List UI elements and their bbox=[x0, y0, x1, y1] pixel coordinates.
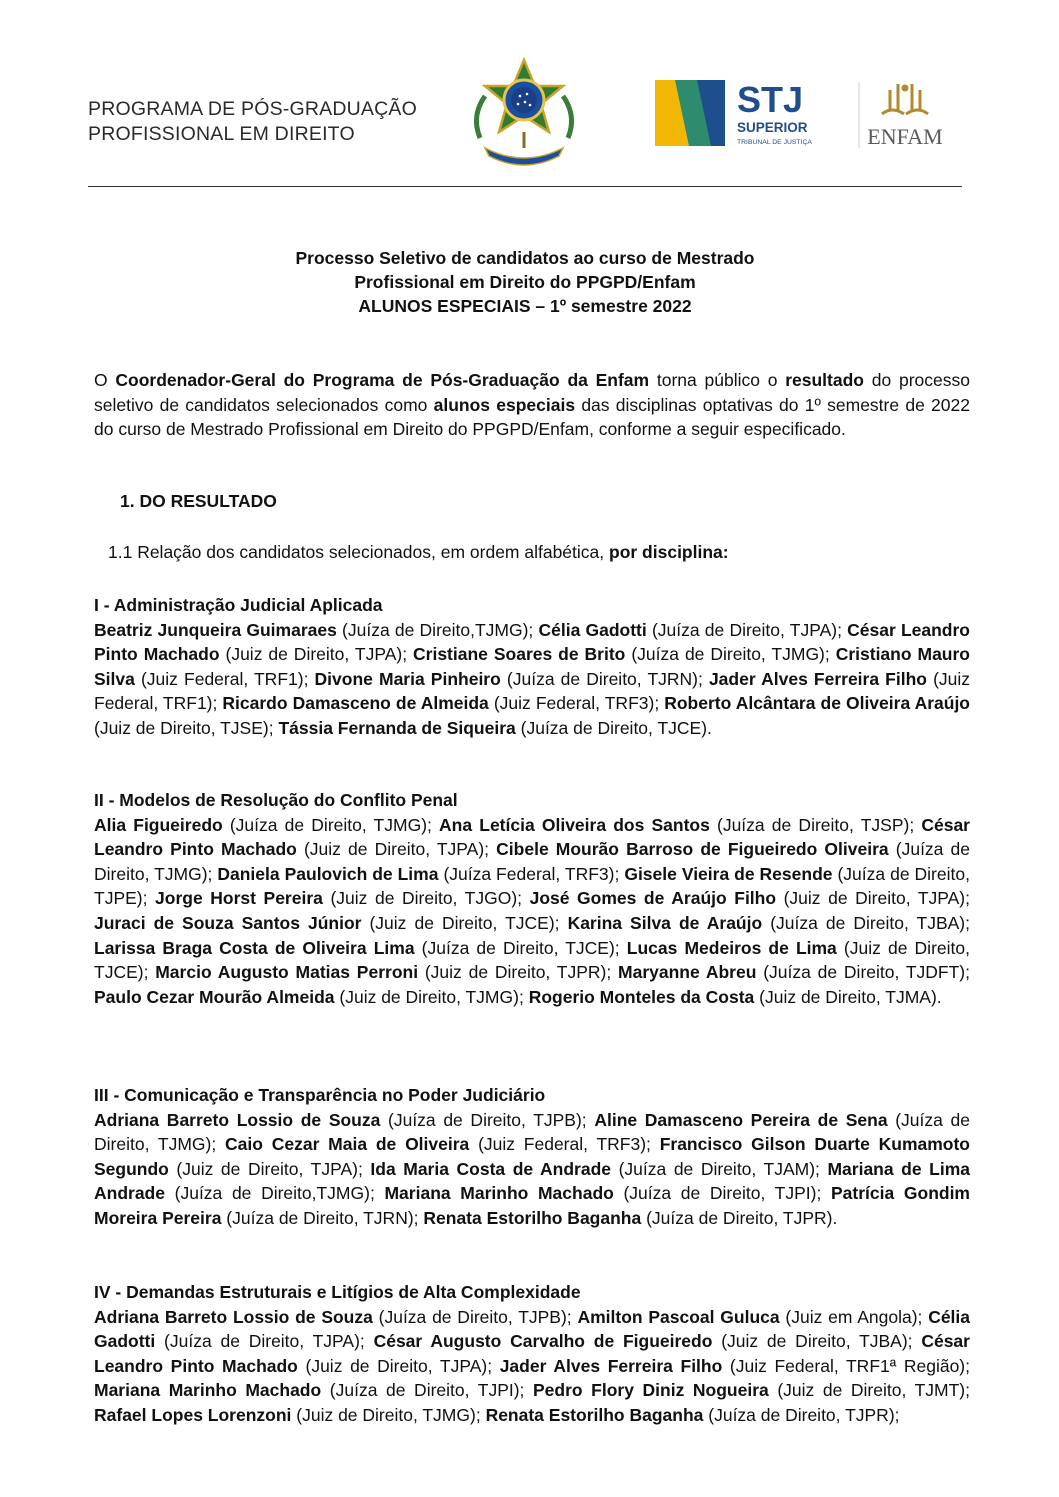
enfam-logo-text: ENFAM bbox=[867, 124, 943, 149]
candidate-court: (Juiz de Direito, TJPA); bbox=[776, 888, 970, 909]
candidate-name: Marcio Augusto Matias Perroni bbox=[155, 962, 419, 983]
candidate-name: Rafael Lopes Lorenzoni bbox=[94, 1404, 292, 1425]
candidate-name: Tássia Fernanda de Siqueira bbox=[278, 717, 516, 738]
candidate-court: (Juiz Federal, TRF3); bbox=[488, 693, 665, 714]
candidate-court: (Juiz de Direito, TJGO); bbox=[322, 888, 530, 909]
candidate-name: Mariana de Lima Andrade bbox=[94, 1158, 970, 1204]
candidate-court: (Juíza de Direito,TJMG); bbox=[336, 619, 539, 640]
candidate-name: Mariana Marinho Machado bbox=[94, 1380, 322, 1401]
stj-logo-sub2: TRIBUNAL DE JUSTIÇA bbox=[737, 139, 812, 146]
candidate-name: Adriana Barreto Lossio de Souza bbox=[94, 1109, 381, 1130]
discipline-block bbox=[94, 788, 970, 1009]
candidate-name: Célia Gadotti bbox=[538, 619, 647, 640]
program-name bbox=[88, 97, 417, 147]
intro-bold: resultado bbox=[785, 370, 864, 390]
candidate-name: Cibele Mourão Barroso de Figueiredo Oliveira bbox=[496, 839, 889, 860]
candidate-name: Adriana Barreto Lossio de Souza bbox=[94, 1306, 373, 1327]
candidate-name: Ana Letícia Oliveira dos Santos bbox=[439, 814, 710, 835]
candidate-court: (Juíza de Direito, TJBA); bbox=[762, 912, 970, 933]
candidate-court: (Juíza de Direito, TJPE); bbox=[94, 863, 970, 909]
title-line2: Profissional em Direito do PPGPD/Enfam bbox=[354, 272, 696, 292]
candidate-name: Maryanne Abreu bbox=[618, 962, 757, 983]
stj-logo-sub1: SUPERIOR bbox=[737, 120, 808, 135]
candidate-court: (Juíza de Direito,TJMG); bbox=[164, 1183, 385, 1204]
candidate-court: (Juíza de Direito, TJMG); bbox=[94, 1109, 970, 1155]
candidate-name: Juraci de Souza Santos Júnior bbox=[94, 912, 362, 933]
candidate-court: (Juiz em Angola); bbox=[779, 1306, 929, 1327]
candidate-court: (Juíza de Direito, TJPI); bbox=[613, 1183, 831, 1204]
candidate-name: Larissa Braga Costa de Oliveira Lima bbox=[94, 937, 415, 958]
candidate-court: (Juíza de Direito, TJPA); bbox=[155, 1331, 374, 1352]
candidate-court: (Juíza de Direito, TJMG); bbox=[94, 839, 970, 884]
discipline-block bbox=[94, 1083, 970, 1231]
candidate-court: (Juíza de Direito, TJCE). bbox=[515, 717, 712, 738]
intro-text: O bbox=[94, 370, 116, 390]
stj-logo bbox=[655, 78, 820, 148]
candidate-court: (Juiz de Direito, TJMG); bbox=[291, 1404, 486, 1425]
candidate-name: Jader Alves Ferreira Filho bbox=[499, 1355, 723, 1376]
candidate-name: Jader Alves Ferreira Filho bbox=[708, 668, 927, 689]
candidate-court: (Juíza de Direito, TJSP); bbox=[709, 814, 922, 835]
candidate-name: Lucas Medeiros de Lima bbox=[626, 937, 837, 958]
candidate-name: Karina Silva de Araújo bbox=[567, 912, 763, 933]
section-heading: 1. DO RESULTADO bbox=[120, 491, 277, 511]
candidate-name: Roberto Alcântara de Oliveira Araújo bbox=[664, 693, 970, 714]
candidate-name: Francisco Gilson Duarte Kumamoto Segundo bbox=[94, 1134, 970, 1179]
title-line1: Processo Seletivo de candidatos ao curso de Mestrado bbox=[295, 248, 755, 268]
candidate-name: Divone Maria Pinheiro bbox=[314, 668, 501, 689]
candidate-court: (Juiz de Direito, TJPR); bbox=[418, 962, 619, 983]
candidate-court: (Juiz Federal, TRF3); bbox=[469, 1134, 660, 1155]
intro-bold: Coordenador-Geral do Programa de Pós-Graduação da Enfam bbox=[115, 370, 650, 390]
candidate-court: (Juíza de Direito, TJCE); bbox=[414, 937, 627, 958]
candidate-court: (Juíza de Direito, TJRN); bbox=[221, 1207, 424, 1228]
candidate-name: José Gomes de Araújo Filho bbox=[529, 888, 777, 909]
candidate-court: (Juíza Federal, TRF3); bbox=[438, 863, 625, 884]
candidate-court: (Juiz de Direito, TJBA); bbox=[712, 1331, 922, 1352]
stj-logo-text: STJ bbox=[737, 79, 804, 120]
candidate-name: César Leandro Pinto Machado bbox=[94, 619, 970, 665]
candidate-court: (Juíza de Direito, TJMG); bbox=[625, 644, 836, 665]
candidate-court: (Juiz de Direito, TJCE); bbox=[94, 937, 970, 983]
brazil-coat-of-arms-icon bbox=[465, 56, 583, 172]
candidate-name: Célia Gadotti bbox=[94, 1306, 971, 1352]
discipline-heading: I - Administração Judicial Aplicada bbox=[94, 595, 383, 615]
intro-text: das disciplinas optativas do 1º semestre de 2022 do curso de Mestrado Profissional em Direito do PPGPD/Enfam, conforme a seguir especificado. bbox=[94, 394, 970, 440]
candidate-court: (Juiz de Direito, TJMA). bbox=[754, 986, 942, 1007]
candidate-name: Aline Damasceno Pereira de Sena bbox=[594, 1109, 888, 1130]
candidate-court: (Juíza de Direito, TJDFT); bbox=[756, 962, 970, 983]
candidate-name: Renata Estorilho Baganha bbox=[423, 1207, 642, 1228]
candidate-name: Daniela Paulovich de Lima bbox=[217, 863, 439, 884]
candidate-name: Ricardo Damasceno de Almeida bbox=[222, 693, 489, 714]
candidate-name: César Leandro Pinto Machado bbox=[94, 814, 970, 860]
candidate-court: (Juiz de Direito, TJPA); bbox=[168, 1158, 371, 1179]
subsection-text bbox=[108, 542, 729, 563]
document-title bbox=[88, 246, 962, 318]
candidate-name: César Augusto Carvalho de Figueiredo bbox=[373, 1331, 713, 1352]
candidate-name: Gisele Vieira de Resende bbox=[624, 863, 833, 884]
candidate-court: (Juiz de Direito, TJPA); bbox=[297, 1355, 500, 1376]
candidate-court: (Juiz de Direito, TJPA); bbox=[296, 839, 497, 860]
candidate-name: Ida Maria Costa de Andrade bbox=[370, 1158, 612, 1179]
candidate-court: (Juiz Federal, TRF1); bbox=[134, 668, 315, 689]
subsection-bold: por disciplina: bbox=[609, 542, 729, 562]
candidate-name: Paulo Cezar Mourão Almeida bbox=[94, 986, 335, 1007]
candidate-name: Alia Figueiredo bbox=[94, 814, 223, 835]
candidate-court: (Juiz de Direito, TJMT); bbox=[768, 1380, 971, 1401]
header-divider bbox=[88, 186, 962, 187]
candidate-court: (Juíza de Direito, TJAM); bbox=[611, 1158, 828, 1179]
candidate-court: (Juíza de Direito, TJPR); bbox=[703, 1404, 900, 1425]
discipline-block bbox=[94, 1280, 970, 1428]
enfam-logo bbox=[858, 78, 953, 150]
candidate-court: (Juiz de Direito, TJPA); bbox=[219, 644, 414, 665]
intro-text: torna público o bbox=[649, 370, 786, 390]
candidate-court: (Juíza de Direito, TJPI); bbox=[321, 1380, 533, 1401]
candidate-name: Caio Cezar Maia de Oliveira bbox=[225, 1134, 470, 1155]
candidate-court: (Juiz de Direito, TJCE); bbox=[361, 912, 568, 933]
candidate-court: (Juíza de Direito, TJPR). bbox=[641, 1207, 838, 1228]
candidate-name: Mariana Marinho Machado bbox=[384, 1183, 614, 1204]
title-line3: ALUNOS ESPECIAIS – 1º semestre 2022 bbox=[358, 296, 692, 316]
candidate-name: Patrícia Gondim Moreira Pereira bbox=[94, 1183, 970, 1228]
candidate-name: Cristiane Soares de Brito bbox=[413, 644, 626, 665]
intro-bold: alunos especiais bbox=[433, 394, 576, 415]
candidate-court: (Juíza de Direito, TJPA); bbox=[646, 619, 848, 640]
candidate-court: (Juiz de Direito, TJSE); bbox=[94, 717, 279, 738]
candidate-name: Cristiano Mauro Silva bbox=[94, 644, 970, 689]
candidate-name: Jorge Horst Pereira bbox=[155, 888, 323, 909]
subsection-label: 1.1 Relação dos candidatos selecionados, em ordem alfabética, bbox=[108, 542, 609, 562]
candidate-court: (Juíza de Direito, TJRN); bbox=[500, 668, 709, 689]
candidate-name: Rogerio Monteles da Costa bbox=[528, 986, 755, 1007]
candidate-name: César Leandro Pinto Machado bbox=[94, 1331, 970, 1376]
discipline-heading: IV - Demandas Estruturais e Litígios de Alta Complexidade bbox=[94, 1282, 581, 1302]
discipline-heading: III - Comunicação e Transparência no Poder Judiciário bbox=[94, 1085, 546, 1105]
program-name-line1: PROGRAMA DE PÓS-GRADUAÇÃO bbox=[88, 98, 417, 120]
candidate-court: (Juiz de Direito, TJMG); bbox=[334, 986, 529, 1007]
program-name-line2: PROFISSIONAL EM DIREITO bbox=[88, 123, 355, 145]
candidate-name: Amilton Pascoal Guluca bbox=[577, 1306, 780, 1327]
intro-text: do processo seletivo de candidatos selecionados como bbox=[94, 370, 970, 415]
candidate-court: (Juíza de Direito, TJPB); bbox=[372, 1306, 578, 1327]
candidate-court: (Juíza de Direito, TJMG); bbox=[222, 814, 440, 835]
candidate-name: Renata Estorilho Baganha bbox=[485, 1404, 704, 1425]
candidate-court: (Juiz Federal, TRF1ª Região); bbox=[722, 1355, 970, 1376]
discipline-heading: II - Modelos de Resolução do Conflito Penal bbox=[94, 790, 458, 810]
candidate-court: (Juiz Federal, TRF1); bbox=[94, 668, 971, 714]
discipline-block bbox=[94, 593, 970, 741]
candidate-court: (Juíza de Direito, TJPB); bbox=[380, 1109, 595, 1130]
candidate-name: Beatriz Junqueira Guimaraes bbox=[94, 619, 337, 640]
candidate-name: Pedro Flory Diniz Nogueira bbox=[533, 1380, 769, 1401]
intro-paragraph bbox=[94, 368, 970, 442]
